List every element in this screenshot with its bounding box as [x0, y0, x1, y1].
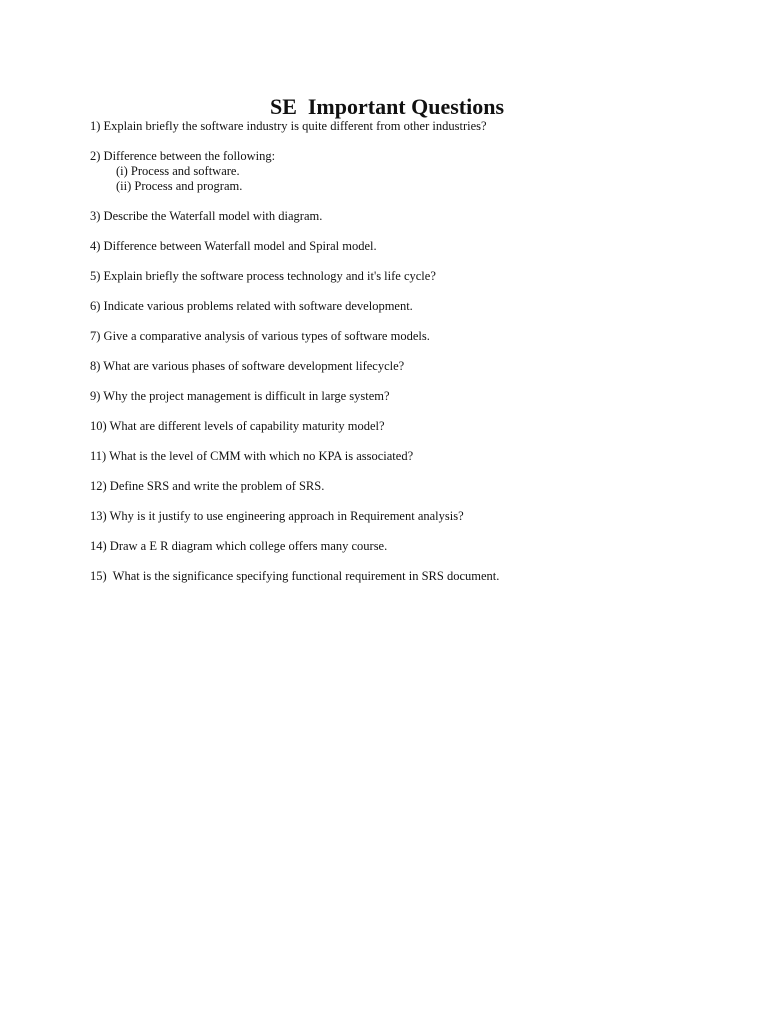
question-text: 13) Why is it justify to use engineering approach in Requirement analysis? — [90, 509, 464, 523]
question-item — [90, 539, 730, 554]
question-item — [90, 419, 730, 434]
question-item — [90, 569, 730, 584]
page-title: SE Important Questions — [269, 94, 505, 119]
question-item — [90, 209, 730, 224]
question-text: 8) What are various phases of software development lifecycle? — [90, 359, 405, 373]
question-text: 12) Define SRS and write the problem of SRS. — [90, 479, 325, 493]
question-text: 9) Why the project management is difficult in large system? — [90, 389, 390, 403]
question-text: 4) Difference between Waterfall model and Spiral model. — [90, 239, 377, 253]
sub-question: (i) Process and software. — [116, 164, 240, 178]
question-text: 10) What are different levels of capability maturity model? — [90, 419, 385, 433]
question-text: 7) Give a comparative analysis of various types of software models. — [90, 329, 430, 343]
question-item — [90, 119, 730, 134]
question-text: 6) Indicate various problems related with software development. — [90, 299, 413, 313]
question-item — [90, 299, 730, 314]
question-item — [90, 479, 730, 494]
question-item — [90, 329, 730, 344]
question-text: 3) Describe the Waterfall model with diagram. — [90, 209, 323, 223]
question-list — [90, 119, 730, 599]
question-text: 15) What is the significance specifying functional requirement in SRS document. — [90, 569, 500, 583]
question-item — [90, 359, 730, 374]
question-item — [90, 509, 730, 524]
question-text: 14) Draw a E R diagram which college offers many course. — [90, 539, 388, 553]
question-item — [90, 389, 730, 404]
question-item — [90, 149, 730, 194]
question-text: 1) Explain briefly the software industry is quite different from other industries? — [90, 119, 487, 133]
question-item — [90, 269, 730, 284]
question-text: 11) What is the level of CMM with which no KPA is associated? — [90, 449, 414, 463]
question-item — [90, 449, 730, 464]
question-item — [90, 239, 730, 254]
sub-question: (ii) Process and program. — [116, 179, 243, 193]
question-text: 2) Difference between the following: — [90, 149, 276, 163]
question-text: 5) Explain briefly the software process technology and it's life cycle? — [90, 269, 436, 283]
